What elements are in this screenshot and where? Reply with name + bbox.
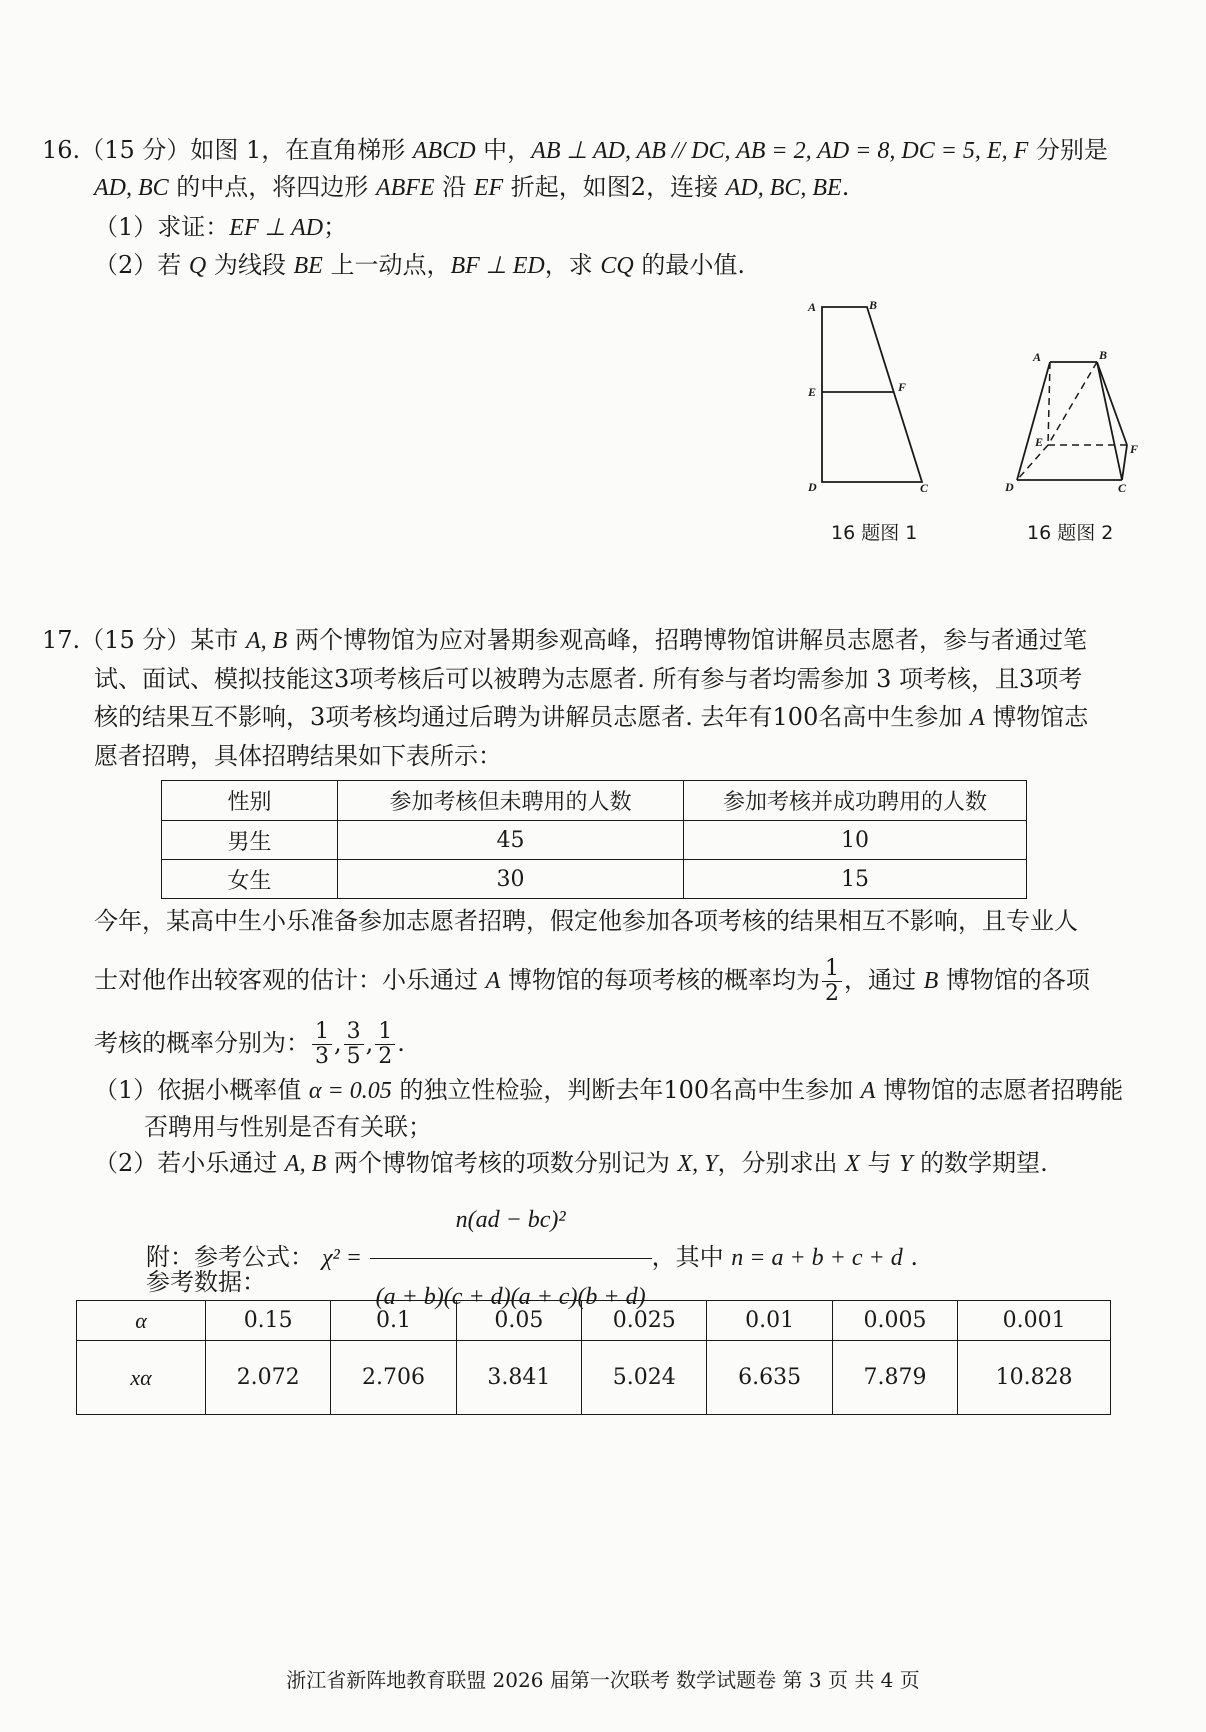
critical-value-table xyxy=(76,1300,1111,1415)
q17-text: 士对他作出较客观的估计：小乐通过 xyxy=(94,966,486,994)
table-row xyxy=(162,821,1027,860)
q17-math: A xyxy=(860,1078,876,1104)
probability-fraction: $\frac{3}{5}$ xyxy=(344,1020,364,1069)
fraction-one-half: $\frac{1}{2}$ xyxy=(822,957,842,1006)
edge-ad xyxy=(1017,362,1050,480)
q16-text: 折起，如图2，连接 xyxy=(503,173,726,201)
critical-cell: 5.024 xyxy=(582,1341,707,1415)
q16-text: ； xyxy=(323,213,348,241)
q16-text: . xyxy=(841,173,850,201)
edge-ae xyxy=(1048,362,1050,445)
q17-text: 的数学期望. xyxy=(912,1149,1048,1177)
q17-text: 两个博物馆考核的项数分别记为 xyxy=(326,1149,678,1177)
q16-number: 16. xyxy=(42,136,81,164)
q16-line1 xyxy=(42,133,1108,168)
q17-p2-line2 xyxy=(94,950,1090,1011)
critical-cell: 2.706 xyxy=(331,1341,456,1415)
q16-part2 xyxy=(94,248,745,283)
probability-fraction: $\frac{1}{3}$ xyxy=(312,1020,332,1069)
critical-header: xα xyxy=(77,1341,206,1415)
q16-math: EF xyxy=(473,175,504,201)
q17-math: A xyxy=(485,968,501,994)
q17-number: 17. xyxy=(42,626,81,654)
q16-text: 中， xyxy=(475,136,532,164)
q17-text: ，分别求出 xyxy=(717,1149,846,1177)
q17-text: 博物馆的志愿者招聘能 xyxy=(875,1076,1124,1104)
q17-math: n = a + b + c + d xyxy=(731,1245,903,1271)
q17-p2-line3: 考核的概率分别为： $\frac{1}{3}$ , $\frac{3}{5}$ , $\frac{1}{2}$ . xyxy=(94,1019,405,1069)
table-cell: 15 xyxy=(684,860,1027,899)
q16-text: （1）求证： xyxy=(94,213,230,241)
table-cell: 30 xyxy=(338,860,684,899)
q16-text: 如图 1，在直角梯形 xyxy=(190,136,413,164)
table-header-cell: 参加考核但未聘用的人数 xyxy=(338,781,684,821)
q16-text: 为线段 xyxy=(206,251,294,279)
label-d: D xyxy=(808,480,817,494)
label-b: B xyxy=(1099,348,1108,362)
q17-text: . xyxy=(397,1029,405,1057)
q17-math: B xyxy=(923,968,939,994)
q16-score: （15 分） xyxy=(80,136,191,164)
formula-denominator: (a + b)(c + d)(a + c)(b + d) xyxy=(375,1284,646,1310)
q17-text: 博物馆的各项 xyxy=(938,966,1090,994)
q17-text: 某市 xyxy=(190,626,246,654)
table-header-cell: 参加考核并成功聘用的人数 xyxy=(684,781,1027,821)
q16-text: 沿 xyxy=(434,173,474,201)
label-e: E xyxy=(1035,435,1044,449)
q16-math: CQ xyxy=(600,253,634,279)
q16-math: AD, BC, BE xyxy=(725,175,842,201)
q16-math: AD, BC xyxy=(94,175,169,201)
label-c: C xyxy=(1118,481,1127,495)
critical-cell: 6.635 xyxy=(707,1341,832,1415)
q16-math: BE xyxy=(293,253,323,279)
q17-text: ，通过 xyxy=(843,966,924,994)
table-cell: 女生 xyxy=(162,860,338,899)
q16-figure1 xyxy=(790,295,940,495)
q17-p2-line1: 今年，某高中生小乐准备参加志愿者招聘，假定他参加各项考核的结果相互不影响，且专业人 xyxy=(94,907,1078,935)
q17-text: 考核的概率分别为： xyxy=(94,1029,310,1057)
q16-math: AB ⊥ AD, AB // DC, AB = 2, AD = 8, DC = 5, E, F xyxy=(531,138,1029,164)
q17-math: Y xyxy=(899,1151,913,1177)
q16-line2 xyxy=(94,170,849,205)
q16-text: 分别是 xyxy=(1028,136,1108,164)
q17-line4: 愿者招聘，具体招聘结果如下表所示： xyxy=(94,742,502,770)
label-f: F xyxy=(1130,442,1139,456)
critical-row xyxy=(77,1341,1111,1415)
table-row xyxy=(162,860,1027,899)
q16-math: BF ⊥ ED xyxy=(450,253,545,279)
formula-label: 附：参考公式： xyxy=(146,1243,314,1271)
table-cell: 男生 xyxy=(162,821,338,860)
q16-text: 的中点，将四边形 xyxy=(168,173,376,201)
q16-figure2-caption: 16 题图 2 xyxy=(1027,522,1114,544)
critical-cell: 7.879 xyxy=(832,1341,957,1415)
q16-text: （2）若 xyxy=(94,251,189,279)
probability-fraction: $\frac{1}{2}$ xyxy=(375,1020,395,1069)
label-f: F xyxy=(898,380,907,394)
alpha-cell: 0.025 xyxy=(582,1301,707,1341)
q17-text: 博物馆志 xyxy=(984,703,1089,731)
alpha-cell: 0.05 xyxy=(456,1301,581,1341)
critical-cell: 3.841 xyxy=(456,1341,581,1415)
label-b: B xyxy=(869,298,878,312)
q17-line1 xyxy=(42,623,1087,658)
q17-math: A, B xyxy=(245,628,288,654)
q17-text: ，其中 xyxy=(651,1243,732,1271)
q17-math: A, B xyxy=(284,1151,327,1177)
q17-text: 博物馆的每项考核的概率均为 xyxy=(500,966,820,994)
alpha-cell: 0.15 xyxy=(206,1301,331,1341)
formula-lhs: χ² = xyxy=(322,1245,362,1271)
q16-part1 xyxy=(94,210,347,245)
q17-text: 两个博物馆为应对暑期参观高峰，招聘博物馆讲解员志愿者，参与者通过笔 xyxy=(287,626,1087,654)
recruitment-table xyxy=(161,780,1027,899)
reference-data-label: 参考数据： xyxy=(146,1268,266,1296)
q17-text: （2）若小乐通过 xyxy=(94,1149,285,1177)
trapezoid-abcd xyxy=(822,307,922,482)
formula-numerator: n(ad − bc)² xyxy=(370,1185,652,1259)
label-a: A xyxy=(808,300,817,314)
table-header-row xyxy=(162,781,1027,821)
q16-text: 的最小值. xyxy=(633,251,745,279)
q17-score: （15 分） xyxy=(80,626,191,654)
q17-part2 xyxy=(94,1146,1048,1181)
q17-line2: 试、面试、模拟技能这3项考核后可以被聘为志愿者. 所有参与者均需参加 3 项考核，且3项考 xyxy=(94,665,1083,693)
q17-text: （1）依据小概率值 xyxy=(94,1076,309,1104)
q16-math: EF ⊥ AD xyxy=(229,215,324,241)
q17-math: X xyxy=(845,1151,860,1177)
alpha-cell: 0.01 xyxy=(707,1301,832,1341)
page-footer: 浙江省新阵地教育联盟 2026 届第一次联考 数学试题卷 第 3 页 共 4 页 xyxy=(286,1668,920,1692)
q17-math: X, Y xyxy=(677,1151,718,1177)
q17-part1-line1 xyxy=(94,1073,1123,1108)
q17-text: 核的结果互不影响，3项考核均通过后聘为讲解员志愿者. 去年有100名高中生参加 xyxy=(94,703,970,731)
label-c: C xyxy=(920,481,929,495)
table-cell: 10 xyxy=(684,821,1027,860)
q17-line3 xyxy=(94,700,1088,735)
q16-figure2 xyxy=(1000,345,1150,495)
alpha-cell: 0.001 xyxy=(958,1301,1111,1341)
q17-math: α = 0.05 xyxy=(308,1078,392,1104)
q17-text: 与 xyxy=(859,1149,900,1177)
alpha-header: α xyxy=(77,1301,206,1341)
q16-text: 上一动点， xyxy=(322,251,451,279)
q17-math: A xyxy=(969,705,985,731)
alpha-row xyxy=(77,1301,1111,1341)
edge-fc xyxy=(1122,445,1127,480)
table-cell: 45 xyxy=(338,821,684,860)
alpha-cell: 0.1 xyxy=(331,1301,456,1341)
q16-math: ABCD xyxy=(412,138,476,164)
q17-text: 的独立性检验，判断去年100名高中生参加 xyxy=(391,1076,861,1104)
q16-figure1-caption: 16 题图 1 xyxy=(831,522,918,544)
critical-cell: 10.828 xyxy=(958,1341,1111,1415)
alpha-cell: 0.005 xyxy=(832,1301,957,1341)
edge-be xyxy=(1048,362,1097,445)
table-header-cell: 性别 xyxy=(162,781,338,821)
q17-part1-line2: 否聘用与性别是否有关联； xyxy=(144,1113,432,1141)
critical-cell: 2.072 xyxy=(206,1341,331,1415)
label-a: A xyxy=(1033,350,1042,364)
q16-text: ，求 xyxy=(544,251,601,279)
label-e: E xyxy=(808,385,817,399)
q17-text: . xyxy=(902,1243,918,1271)
q16-math: ABFE xyxy=(375,175,435,201)
q16-math: Q xyxy=(188,253,207,279)
label-d: D xyxy=(1005,480,1014,494)
